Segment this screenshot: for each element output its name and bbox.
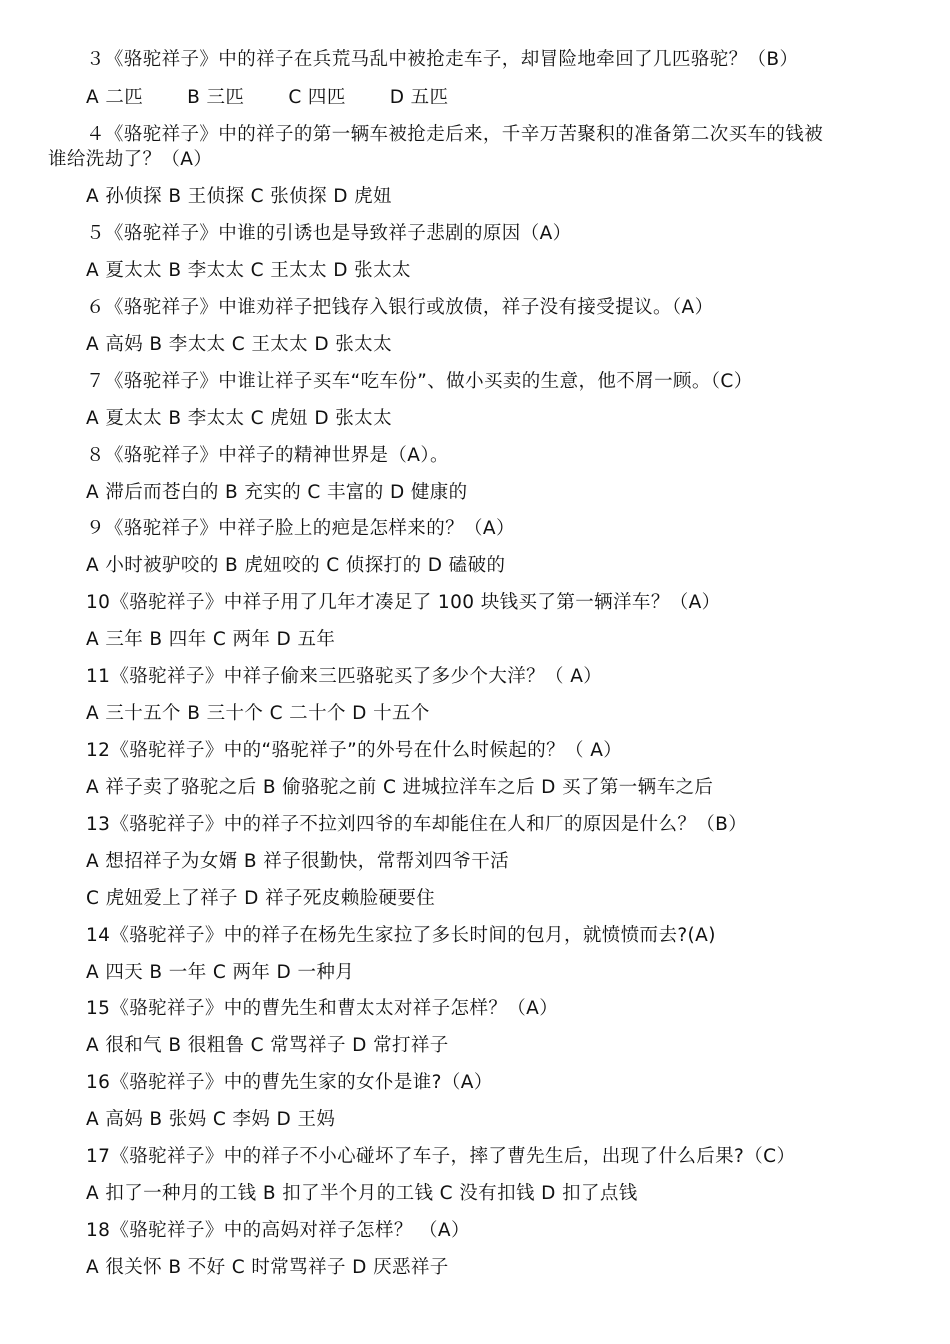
option-d: D 五匹: [389, 87, 449, 108]
option-c: C 四匹: [288, 87, 346, 108]
question-12: 12《骆驼祥子》中的“骆驼祥子”的外号在什么时候起的？（ A）: [86, 740, 623, 761]
question-18: 18《骆驼祥子》中的高妈对祥子怎样？ （A）: [86, 1220, 470, 1241]
option-b: B 三匹: [187, 87, 245, 108]
answer-options-11: A 三十五个 B 三十个 C 二十个 D 十五个: [86, 703, 430, 724]
option-a: A 二匹: [86, 87, 144, 108]
question-14: 14《骆驼祥子》中的祥子在杨先生家拉了多长时间的包月，就愤愤而去?(A): [86, 925, 716, 946]
question-13: 13《骆驼祥子》中的祥子不拉刘四爷的车却能住在人和厂的原因是什么？（B）: [86, 814, 748, 835]
answer-options-9: A 小时被驴咬的 B 虎妞咬的 C 侦探打的 D 磕破的: [86, 555, 506, 576]
answer-options-16: A 高妈 B 张妈 C 李妈 D 王妈: [86, 1109, 336, 1130]
answer-options-14: A 四天 B 一年 C 两年 D 一种月: [86, 962, 355, 983]
answer-options-4: A 孙侦探 B 王侦探 C 张侦探 D 虎妞: [86, 186, 392, 207]
answer-options-8: A 滞后而苍白的 B 充实的 C 丰富的 D 健康的: [86, 482, 468, 503]
question-5: ５《骆驼祥子》中谁的引诱也是导致祥子悲剧的原因（A）: [86, 223, 572, 244]
answer-options-12: A 祥子卖了骆驼之后 B 偷骆驼之前 C 进城拉洋车之后 D 买了第一辆车之后: [86, 777, 714, 798]
question-7: ７《骆驼祥子》中谁让祥子买车“吃车份”、做小买卖的生意，他不屑一顾。（C）: [86, 371, 753, 392]
answer-options-18: A 很关怀 B 不好 C 时常骂祥子 D 厌恶祥子: [86, 1257, 449, 1278]
answer-options-13-continued: C 虎妞爱上了祥子 D 祥子死皮赖脸硬要住: [86, 888, 436, 909]
answer-options-6: A 高妈 B 李太太 C 王太太 D 张太太: [86, 334, 392, 355]
question-11: 11《骆驼祥子》中祥子偷来三匹骆驼买了多少个大洋？（ A）: [86, 666, 603, 687]
answer-options-15: A 很和气 B 很粗鲁 C 常骂祥子 D 常打祥子: [86, 1035, 449, 1056]
answer-options-17: A 扣了一种月的工钱 B 扣了半个月的工钱 C 没有扣钱 D 扣了点钱: [86, 1183, 638, 1204]
answer-options-13: A 想招祥子为女婿 B 祥子很勤快，常帮刘四爷干活: [86, 851, 509, 872]
question-6: ６《骆驼祥子》中谁劝祥子把钱存入银行或放债，祥子没有接受提议。（A）: [86, 297, 714, 318]
question-10: 10《骆驼祥子》中祥子用了几年才凑足了 100 块钱买了第一辆洋车？（A）: [86, 592, 721, 613]
answer-options-5: A 夏太太 B 李太太 C 王太太 D 张太太: [86, 260, 411, 281]
question-9: ９《骆驼祥子》中祥子脸上的疤是怎样来的？（A）: [86, 518, 515, 539]
answer-options-3: [0, 86, 950, 110]
question-8: ８《骆驼祥子》中祥子的精神世界是（A）。: [86, 445, 449, 466]
question-15: 15《骆驼祥子》中的曹先生和曹太太对祥子怎样？（A）: [86, 998, 559, 1019]
question-4-continued: 谁给洗劫了？（A）: [48, 149, 213, 170]
question-17: 17《骆驼祥子》中的祥子不小心碰坏了车子，摔了曹先生后，出现了什么后果?（C）: [86, 1146, 796, 1167]
answer-options-7: A 夏太太 B 李太太 C 虎妞 D 张太太: [86, 408, 392, 429]
question-16: 16《骆驼祥子》中的曹先生家的女仆是谁?（A）: [86, 1072, 493, 1093]
question-3: ３《骆驼祥子》中的祥子在兵荒马乱中被抢走车子，却冒险地牵回了几匹骆驼？（B）: [86, 49, 799, 70]
question-4: ４《骆驼祥子》中的祥子的第一辆车被抢走后来，千辛万苦聚积的准备第二次买车的钱被: [86, 124, 824, 145]
answer-options-10: A 三年 B 四年 C 两年 D 五年: [86, 629, 336, 650]
